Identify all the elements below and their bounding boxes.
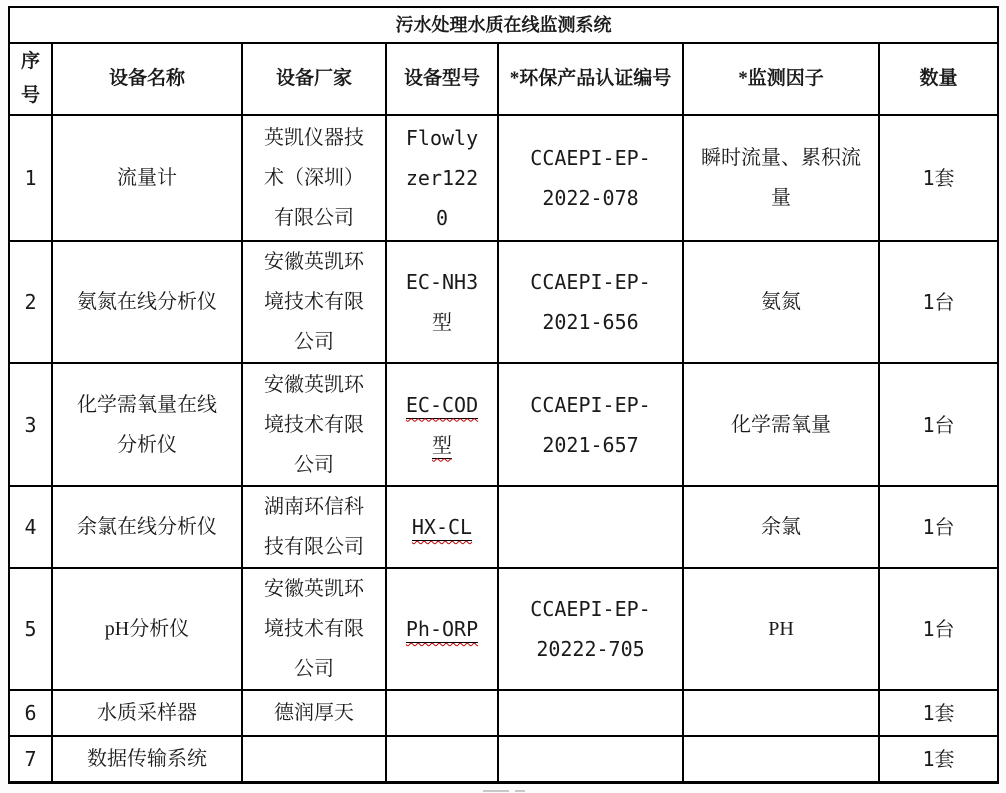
table-row	[9, 363, 998, 486]
cell-device-name: 化学需氧量在线分析仪	[52, 363, 242, 486]
cell-cert-number: CCAEPI-EP-2021-656	[498, 241, 683, 363]
cell-manufacturer	[242, 736, 386, 782]
cell-quantity: 1台	[879, 363, 998, 486]
cell-quantity: 1套	[879, 690, 998, 736]
cell-cert-number: CCAEPI-EP-2021-657	[498, 363, 683, 486]
table-row	[9, 690, 998, 736]
cell-quantity: 1套	[879, 736, 998, 782]
cell-serial: 5	[9, 568, 52, 690]
cell-model: EC-NH3型	[386, 241, 498, 363]
spellcheck-wavy-underline	[406, 393, 478, 459]
cell-model: Flowlyzer1220	[386, 115, 498, 241]
cell-cert-number: CCAEPI-EP-2022-078	[498, 115, 683, 241]
cell-factors: PH	[683, 568, 879, 690]
table-row	[9, 241, 998, 363]
header-manufacturer: 设备厂家	[242, 43, 386, 115]
cell-model-text: HX-CL	[411, 515, 473, 539]
cell-device-name: 余氯在线分析仪	[52, 486, 242, 568]
cell-cert-number	[498, 690, 683, 736]
cell-cert-number	[498, 486, 683, 568]
cutoff-content-artifact	[483, 790, 509, 792]
cell-manufacturer: 安徽英凯环境技术有限公司	[242, 363, 386, 486]
cell-serial: 6	[9, 690, 52, 736]
cell-manufacturer: 德润厚天	[242, 690, 386, 736]
cell-model-text: Ph-ORP	[405, 617, 479, 641]
cell-cert-number: CCAEPI-EP-20222-705	[498, 568, 683, 690]
table-row	[9, 486, 998, 568]
cell-factors: 瞬时流量、累积流量	[683, 115, 879, 241]
table-title-row	[9, 7, 998, 43]
table-header-row	[9, 43, 998, 115]
cell-quantity: 1台	[879, 568, 998, 690]
cell-serial: 3	[9, 363, 52, 486]
cell-serial: 7	[9, 736, 52, 782]
cell-device-name: pH分析仪	[52, 568, 242, 690]
table-title: 污水处理水质在线监测系统	[9, 7, 998, 43]
table-row	[9, 568, 998, 690]
cell-cert-number	[498, 736, 683, 782]
cell-model	[386, 363, 498, 486]
header-quantity: 数量	[879, 43, 998, 115]
spellcheck-wavy-underline	[412, 515, 472, 541]
cell-factors	[683, 690, 879, 736]
cell-serial: 4	[9, 486, 52, 568]
header-cert-number: *环保产品认证编号	[498, 43, 683, 115]
cell-factors: 化学需氧量	[683, 363, 879, 486]
cell-serial: 1	[9, 115, 52, 241]
cell-factors: 余氯	[683, 486, 879, 568]
cell-model	[386, 736, 498, 782]
cell-manufacturer: 湖南环信科技有限公司	[242, 486, 386, 568]
cell-manufacturer: 英凯仪器技术（深圳）有限公司	[242, 115, 386, 241]
cell-quantity: 1台	[879, 241, 998, 363]
cell-factors: 氨氮	[683, 241, 879, 363]
header-model: 设备型号	[386, 43, 498, 115]
equipment-table	[8, 6, 999, 784]
cell-serial: 2	[9, 241, 52, 363]
cell-model	[386, 568, 498, 690]
header-device-name: 设备名称	[52, 43, 242, 115]
cell-manufacturer: 安徽英凯环境技术有限公司	[242, 568, 386, 690]
table-row	[9, 115, 998, 241]
cell-device-name: 流量计	[52, 115, 242, 241]
cell-model	[386, 486, 498, 568]
cell-factors	[683, 736, 879, 782]
cell-device-name: 氨氮在线分析仪	[52, 241, 242, 363]
cell-model-text: EC-COD型	[405, 392, 479, 457]
cell-model	[386, 690, 498, 736]
header-serial: 序号	[9, 43, 52, 115]
cell-quantity: 1套	[879, 115, 998, 241]
cutoff-content-artifact	[515, 790, 525, 792]
cell-device-name: 水质采样器	[52, 690, 242, 736]
cell-quantity: 1台	[879, 486, 998, 568]
header-factors: *监测因子	[683, 43, 879, 115]
spellcheck-wavy-underline	[406, 617, 478, 643]
table-row	[9, 736, 998, 782]
cell-manufacturer: 安徽英凯环境技术有限公司	[242, 241, 386, 363]
cell-device-name: 数据传输系统	[52, 736, 242, 782]
